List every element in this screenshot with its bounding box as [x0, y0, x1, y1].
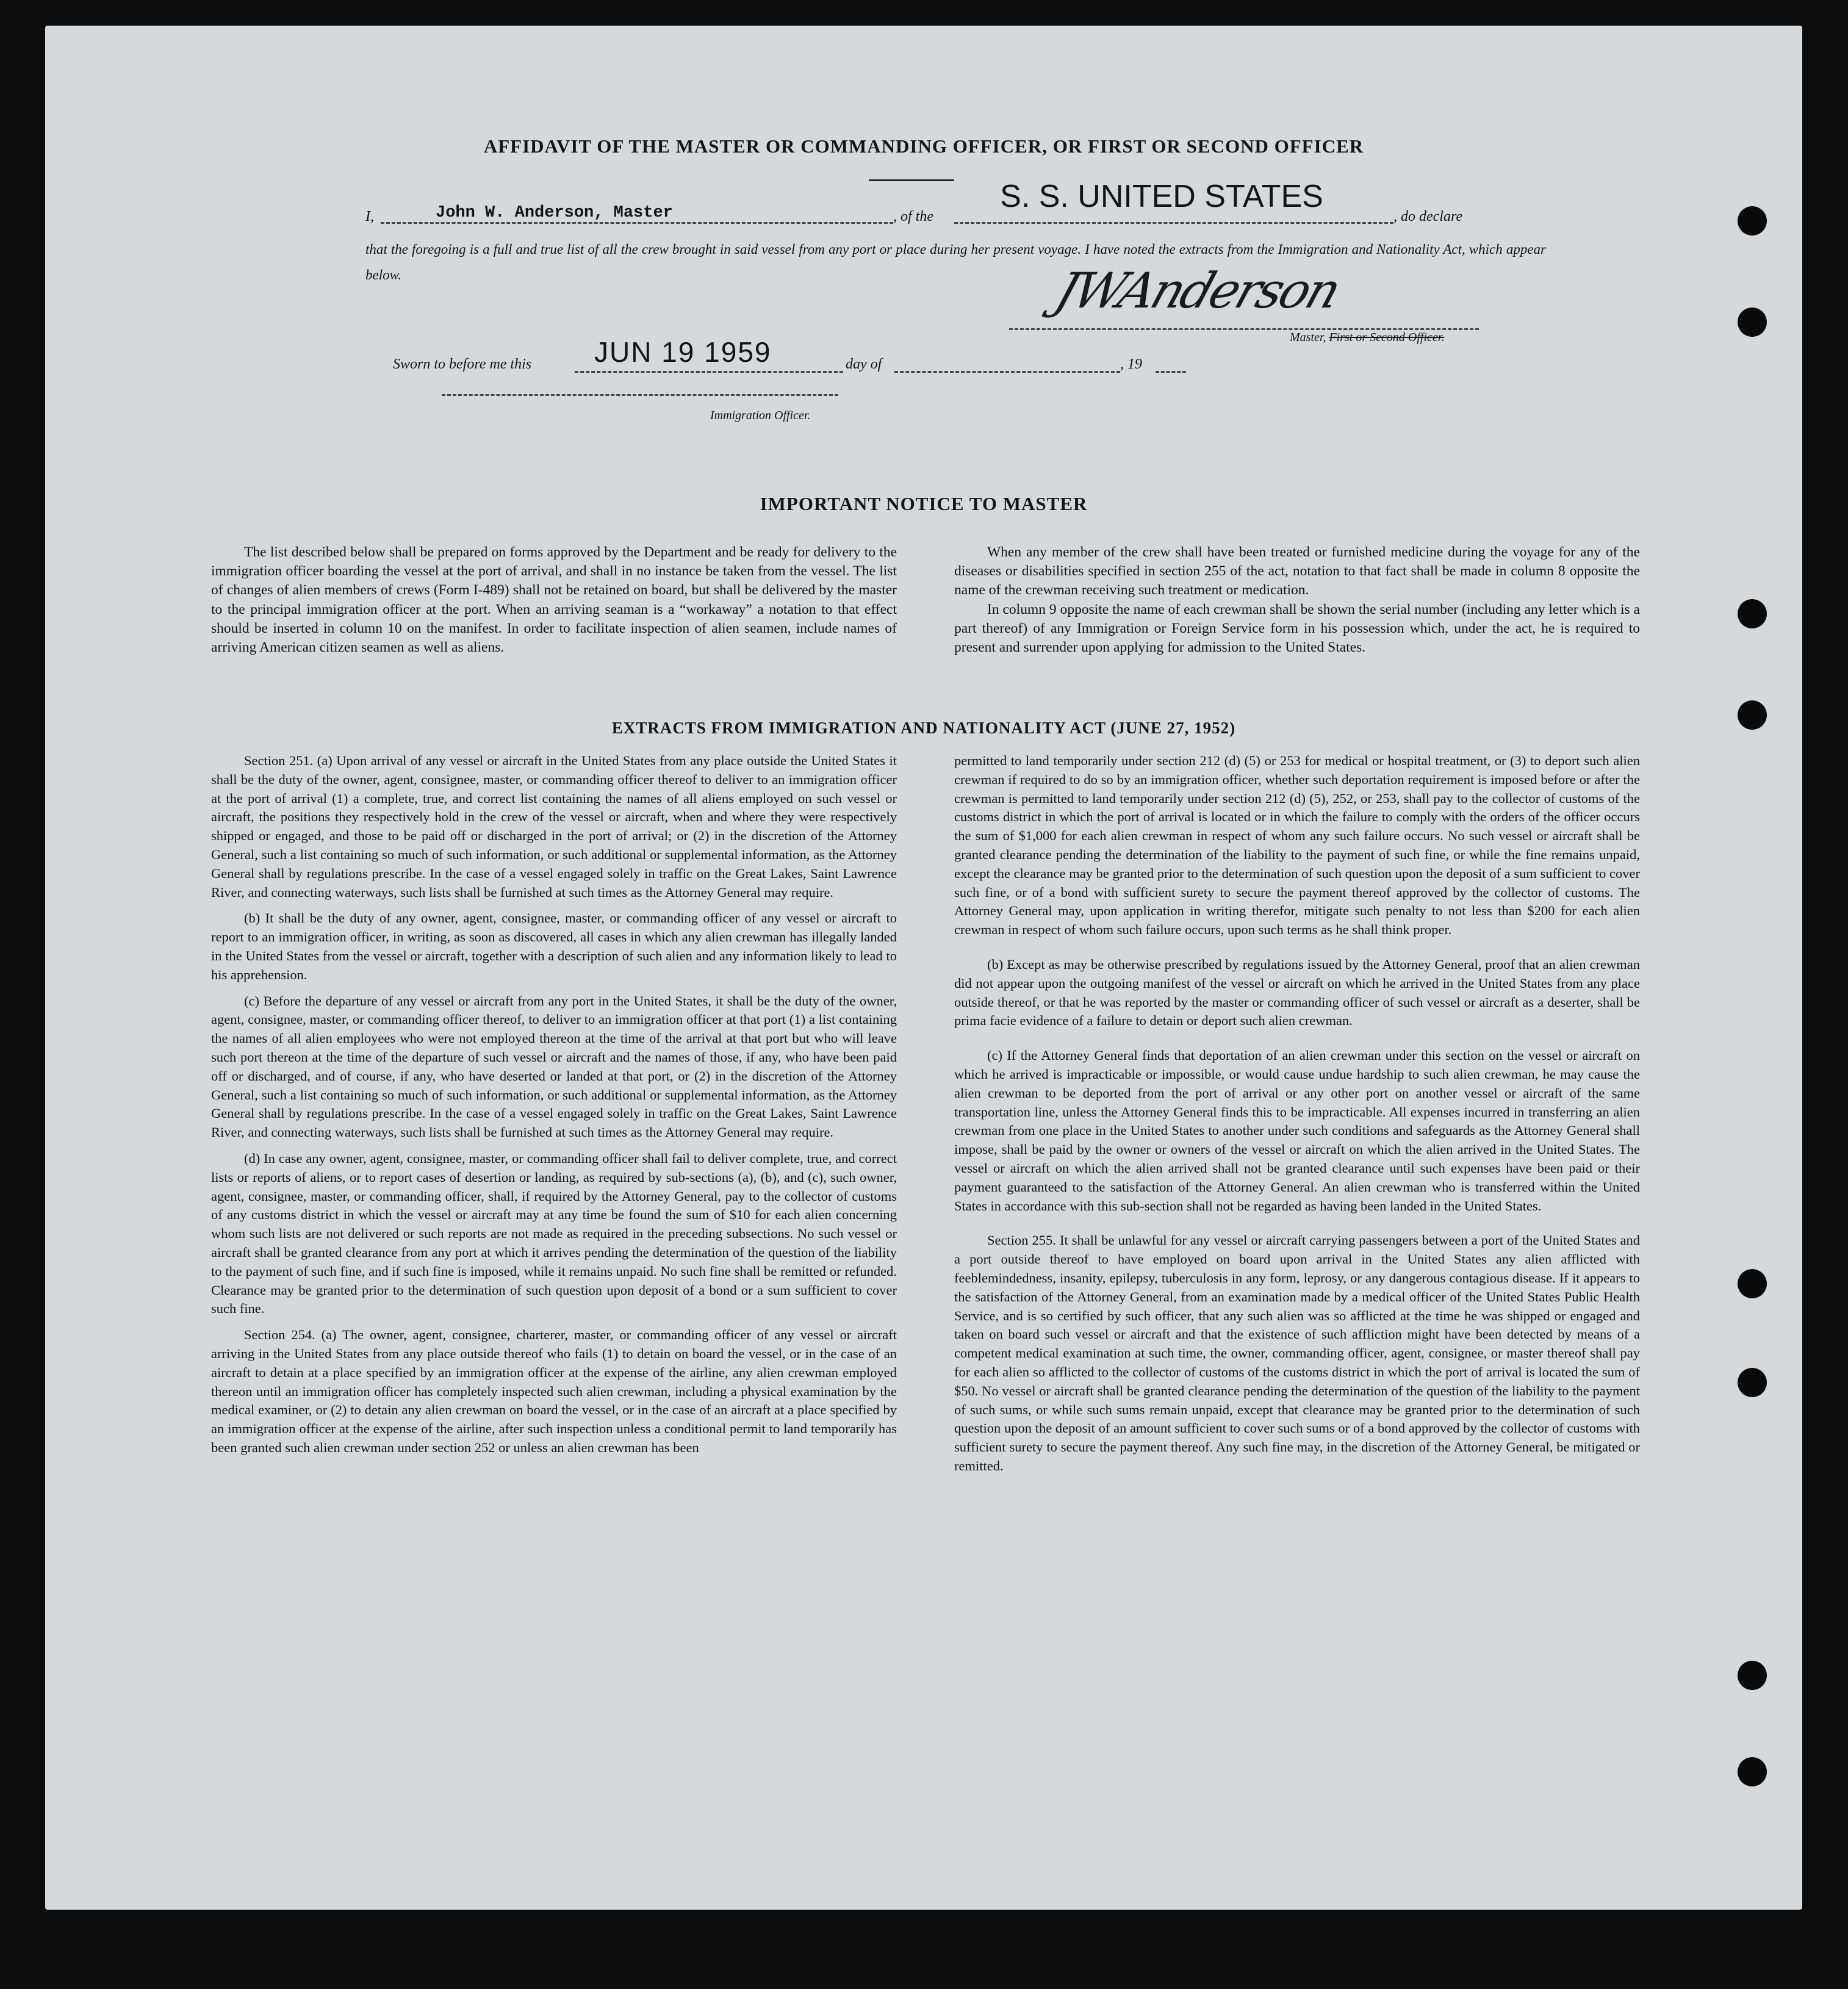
do-declare-label: , do declare — [1393, 209, 1463, 225]
section-251-b: (b) It shall be the duty of any owner, agent, consignee, master, or commanding officer of any vessel or aircraft to report to an immigration officer, in writing, as soon as discovered, all cases in which any alien crewman has illegally landed in the United States from the vessel or aircraft, together with a description of such alien and any information likely to lead to his apprehension. — [211, 910, 897, 982]
date-stamp: JUN 19 1959 — [594, 336, 772, 368]
vessel-name: S. S. UNITED STATES — [1000, 179, 1323, 214]
binder-hole — [1738, 700, 1767, 730]
struck-officer-caption: First or Second Officer. — [1329, 331, 1445, 344]
month-line — [894, 355, 1120, 373]
notice-left-column — [211, 543, 897, 657]
signature-line — [1009, 322, 1479, 330]
i-label: I, — [365, 209, 374, 225]
binder-hole — [1738, 599, 1767, 628]
year-label: , 19 — [1120, 356, 1142, 372]
notice-right-column — [954, 543, 1640, 657]
extracts-title: EXTRACTS FROM IMMIGRATION AND NATIONALITY ACT (JUNE 27, 1952) — [611, 719, 1236, 737]
binder-hole — [1738, 1757, 1767, 1786]
binder-hole — [1738, 1269, 1767, 1298]
document-page — [45, 26, 1802, 1910]
binder-hole — [1738, 206, 1767, 236]
extracts-right-column — [954, 752, 1640, 1483]
sworn-label: Sworn to before me this — [393, 356, 532, 372]
officer-signature-line — [442, 388, 838, 396]
day-of-label: day of — [846, 356, 882, 372]
year-line — [1156, 355, 1186, 373]
binder-hole — [1738, 1368, 1767, 1397]
signature-caption — [1290, 331, 1444, 345]
section-254-a-continued: permitted to land temporarily under section 212 (d) (5) or 253 for medical or hospital treatment, or (3) to deport such alien crewman if required to do so by an immigration officer, whether such deportation requirement is imposed before or after the crewman is permitted to land temporarily under section 212 (d) (5), 252, or 253, shall pay to the collector of customs of the customs district in which the port of arrival is located or in which the failure to comply with the orders of the officer occurs the sum of $1,000 for each alien crewman in respect of whom any such failure occurs. No such vessel or aircraft shall be granted clearance pending the determination of the liability to the payment of such fine, or while the fine remains unpaid, except the clearance may be granted prior to the determination of such question upon the deposit of a sum sufficient to cover such fine, or of a bond with sufficient surety to secure the payment thereof approved by the collector of customs. The Attorney General may, upon application in writing therefor, mitigate such penalty to not less than $200 for each alien crewman in respect of whom such failure occurs, upon such terms as he shall think proper. — [954, 753, 1640, 938]
signature: JWAnderson — [1048, 262, 1346, 319]
affidavit-statement: that the foregoing is a full and true list of all the crew brought in said vessel from any port or place during her present voyage. I have noted the extracts from the Immigration and Nationality Act, which appear below. — [365, 242, 1546, 282]
notice-right-text-2: In column 9 opposite the name of each crewman shall be shown the serial number (including any letter which is a part thereof) of any Immigration or Foreign Service form in his possession which, under the act, he is required to present and surrender upon applying for admission to the United States. — [954, 601, 1640, 656]
affidavit-title: AFFIDAVIT OF THE MASTER OR COMMANDING OFFICER, OR FIRST OR SECOND OFFICER — [483, 135, 1364, 157]
notice-right-text-1: When any member of the crew shall have been treated or furnished medicine during the voyage for any of the diseases or disabilities specified in section 255 of the act, notation to that fact shall be made in column 8 opposite the name of the crewman receiving such treatment or medication. — [954, 544, 1640, 599]
of-the-label: , of the — [893, 209, 933, 225]
title-rule — [869, 179, 954, 181]
notice-title: IMPORTANT NOTICE TO MASTER — [760, 493, 1088, 514]
extracts-left-column — [211, 752, 897, 1465]
officer-caption: Immigration Officer. — [710, 409, 811, 422]
section-251-a: Section 251. (a) Upon arrival of any vessel or aircraft in the United States from any place outside the United States it shall be the duty of the owner, agent, consignee, master, or commanding officer thereof to deliver to an immigration officer at the port of arrival (1) a complete, true, and correct list containing the names of all aliens employed on such vessel or aircraft, the positions they respectively hold in the crew of the vessel or aircraft, when and where they were respectively shipped or engaged, and those to be paid off or discharged in the port of arrival; or (2) in the discretion of the Attorney General, such a list containing so much of such information, or such additional or supplemental information, as the Attorney General shall by regulations prescribe. In the case of a vessel engaged solely in traffic on the Great Lakes, Saint Lawrence River, and connecting waterways, such lists shall be furnished at such times as the Attorney General may require. — [211, 753, 897, 900]
binder-hole — [1738, 308, 1767, 337]
section-254-a: Section 254. (a) The owner, agent, consignee, charterer, master, or commanding officer of any vessel or aircraft arriving in the United States from any place outside thereof who fails (1) to detain on board the vessel, or in the case of an aircraft to detain at a place specified by an immigration officer at the expense of the airline, any alien crewman employed thereon until an immigration officer has completely inspected such alien crewman, including a physical examination by the medical examiner, or (2) to detain any alien crewman on board the vessel, or in the case of an aircraft at a place specified by an immigration officer at the expense of the airline, after such inspection unless a conditional permit to land temporarily has been granted such alien crewman under section 252 or unless an alien crewman has been — [211, 1327, 897, 1455]
master-name: John W. Anderson, Master — [436, 204, 673, 222]
section-255: Section 255. It shall be unlawful for any vessel or aircraft carrying passengers between a port of the United States and a port outside thereof to have employed on board upon arrival in the United States any alien afflicted with feeblemindedness, insanity, epilepsy, tuberculosis in any form, leprosy, or any dangerous contagious disease. If it appears to the satisfaction of the Attorney General, from an examination made by a medical officer of the United States Public Health Service, and is so certified by such officer, that any such alien was so afflicted at the time he was shipped or engaged and taken on board such vessel or aircraft and that the existence of such affliction might have been detected by means of a competent medical examination at such time, the owner, commanding officer, agent, consignee, or master thereof shall pay for each alien so afflicted to the collector of customs of the customs district in which the port of arrival is located the sum of $50. No vessel or aircraft shall be granted clearance pending the determination of the question of the liability to the payment of such sums, or while such sums remain unpaid, except that clearance may be granted prior to the determination of such question upon the deposit of an amount sufficient to cover such sums or of a bond approved by the collector of customs with sufficient surety to secure the payment thereof. Any such fine may, in the discretion of the Attorney General, be mitigated or remitted. — [954, 1232, 1640, 1473]
section-251-d: (d) In case any owner, agent, consignee, master, or commanding officer shall fail to deliver complete, true, and correct lists or reports of aliens, or to report cases of desertion or landing, as required by sub-sections (a), (b), and (c), such owner, agent, consignee, master, or commanding officer, shall, if required by the Attorney General, pay to the collector of customs of any customs district in which the vessel or aircraft may at any time be found the sum of $10 for each alien concerning whom such lists are not delivered or such reports are not made as required in the preceding subsections. No such vessel or aircraft shall be granted clearance from any port at which it arrives pending the determination of the question of the liability to the payment of such fine, and if such fine is imposed, while it remains unpaid. No such fine shall be remitted or refunded. Clearance may be granted prior to the determination of such question upon deposit of a bond or a sum sufficient to cover such fine. — [211, 1150, 897, 1317]
notice-left-text: The list described below shall be prepared on forms approved by the Department and be ready for delivery to the immigration officer boarding the vessel at the port of arrival, and shall in no instance be taken from the vessel. The list of changes of alien members of crews (Form I-489) shall not be retained on board, but shall be delivered by the master to the principal immigration officer at the port. When an arriving seaman is a “workaway” a notation to that effect should be inserted in column 10 on the manifest. In order to facilitate inspection of alien seamen, include names of arriving American citizen seamen as well as aliens. — [211, 544, 897, 656]
section-254-c: (c) If the Attorney General finds that deportation of an alien crewman under this section on the vessel or aircraft on which he arrived is impracticable or impossible, or would cause undue hardship to such alien crewman, he may cause the alien crewman to be deported from the port of arrival or any other port on another vessel or aircraft of the same transportation line, unless the Attorney General finds this to be impracticable. All expenses incurred in transferring an alien crewman from one place in the United States to another under such conditions and safeguards as the Attorney General shall impose, shall be paid by the owner or owners of the vessel or aircraft on which the alien arrived in the United States. The vessel or aircraft on which the alien arrived shall not be granted clearance until such expenses have been paid or their payment guaranteed to the satisfaction of the Attorney General. An alien crewman who is transferred within the United States in accordance with this sub-section shall not be regarded as having been landed in the United States. — [954, 1048, 1640, 1214]
section-254-b: (b) Except as may be otherwise prescribed by regulations issued by the Attorney General, proof that an alien crewman did not appear upon the outgoing manifest of the vessel or aircraft on which he arrived in the United States from any place outside thereof, or that he was reported by the master or commanding officer of such vessel or aircraft as a deserter, shall be prima facie evidence of a failure to detain or deport such alien crewman. — [954, 956, 1640, 1029]
binder-hole — [1738, 1661, 1767, 1690]
section-251-c: (c) Before the departure of any vessel or aircraft from any port in the United States, it shall be the duty of the owner, agent, consignee, master, or commanding officer thereof, to deliver to an immigration officer at that port (1) a list containing the names of all alien employees who were not employed thereon at the time of the arrival at that port but who will leave such port thereon at the time of the departure of such vessel or aircraft and the names of those, if any, who have been paid off or discharged, and of course, if any, who have deserted or landed at that port, or (2) in the discretion of the Attorney General, such a list containing so much of such information, or such additional or supplemental information, as the Attorney General shall by regulations prescribe. In the case of a vessel engaged solely in traffic on the Great Lakes, Saint Lawrence River, and connecting waterways, such lists shall be furnished at such times as the Attorney General may require. — [211, 993, 897, 1140]
master-caption: Master, — [1290, 331, 1326, 344]
